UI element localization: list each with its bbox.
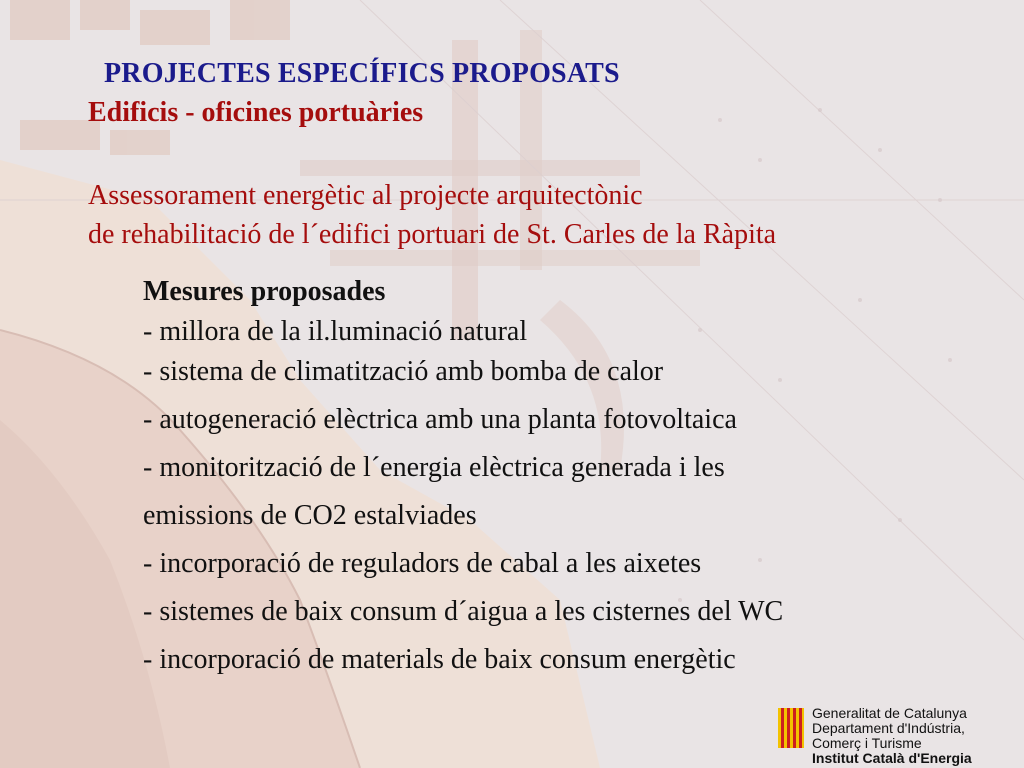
description-line: Assessorament energètic al projecte arquitectònic (88, 180, 643, 211)
measure-item: - incorporació de materials de baix consum energètic (143, 644, 736, 675)
measure-item: - millora de la il.luminació natural (143, 316, 528, 347)
footer-line-institute: Institut Català d'Energia (812, 750, 972, 766)
measures-list (143, 312, 783, 684)
slide-subtitle: Edificis - oficines portuàries (88, 97, 424, 128)
institution-footer (778, 706, 1018, 766)
catalan-flag-logo-icon (778, 708, 804, 748)
footer-line: Departament d'Indústria, (812, 720, 965, 736)
measure-item: - sistemes de baix consum d´aigua a les cisternes del WC (143, 596, 784, 627)
footer-text (812, 706, 972, 766)
measure-item: - monitorització de l´energia elèctrica generada i les (143, 452, 725, 483)
measure-item: - sistema de climatització amb bomba de calor (143, 356, 664, 387)
project-description (88, 176, 776, 254)
footer-line: Comerç i Turisme (812, 735, 922, 751)
measure-item: - autogeneració elèctrica amb una planta fotovoltaica (143, 404, 737, 435)
measures-heading: Mesures proposades (143, 276, 386, 307)
measure-item: emissions de CO2 estalviades (143, 500, 477, 531)
description-line: de rehabilitació de l´edifici portuari de St. Carles de la Ràpita (88, 219, 777, 250)
measure-item: - incorporació de reguladors de cabal a les aixetes (143, 548, 702, 579)
slide-title: PROJECTES ESPECÍFICS PROPOSATS (104, 58, 620, 89)
footer-line: Generalitat de Catalunya (812, 705, 967, 721)
